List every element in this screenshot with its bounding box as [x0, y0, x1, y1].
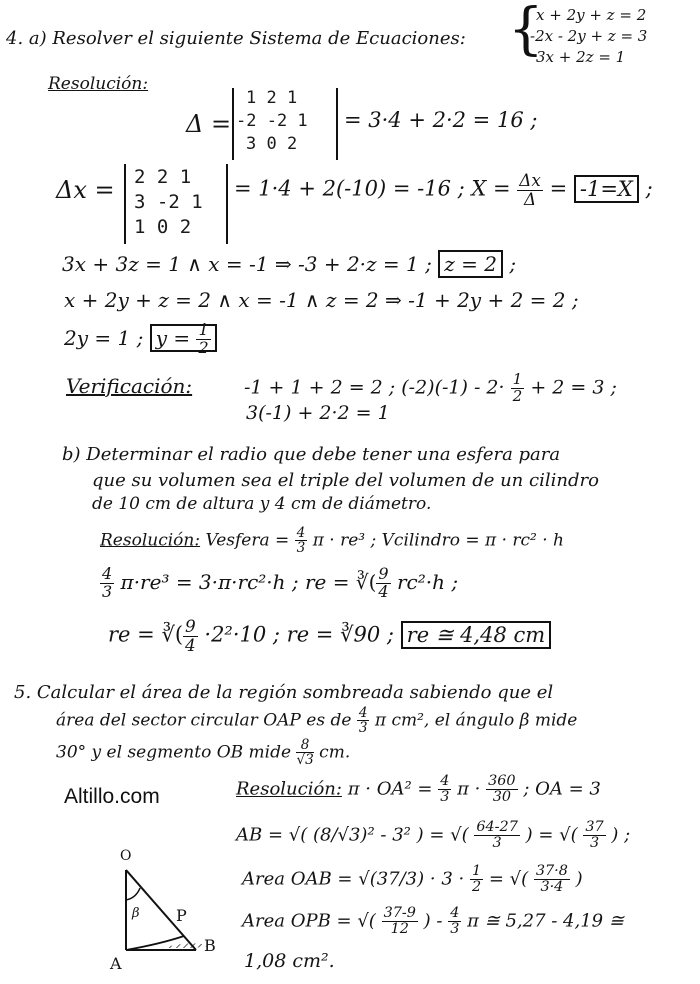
figure-label-O: O	[120, 848, 132, 864]
problem5-line-2	[56, 706, 577, 736]
dx-result-text: = 1·4 + 2(-10) = -16 ; X =	[234, 176, 511, 201]
line-y-text: 2y = 1 ;	[64, 325, 144, 350]
dx-row-2: 3 -2 1	[134, 191, 203, 213]
r4c: π ≅ 5,27 - 4,19 ≅	[467, 910, 624, 932]
dx-fraction	[517, 172, 543, 208]
part-b-line-5: $\frac{4}{3}$ π·re³ = 3·π·rc²·h ; re = ∛( $\frac{9}{4}$ rc²·h ;	[102, 564, 459, 601]
equation-2: -2x - 2y + z = 3	[530, 27, 648, 45]
eq3-text-b: ·2²·10 ; re =	[204, 622, 334, 647]
p5-resolution-line-2	[236, 820, 630, 851]
figure-label-P: P	[176, 906, 187, 925]
vesfera-rest: π · re³ ; Vcilindro = π · rc² · h	[312, 530, 564, 551]
verif1-text: -1 + 1 + 2 = 2 ; (-2)(-1) - 2·	[244, 376, 505, 399]
watermark: Altillo.com	[64, 785, 160, 808]
r3-frac-num: 37·8	[535, 863, 568, 879]
r3-frac-2: 2	[471, 879, 482, 896]
problem5-line-1: 5. Calcular el área de la región sombreada sabiendo que el	[14, 682, 554, 703]
problem5-line-3	[56, 738, 350, 768]
z-solution-box: z = 2	[438, 250, 503, 278]
line-y-derivation: x + 2y + z = 2 ∧ x = -1 ∧ z = 2 ⇒ -1 + 2y + 2 = 2 ;	[64, 288, 579, 312]
r1a: π · OA² =	[347, 778, 433, 800]
verificacion-heading: Verificación:	[66, 374, 193, 398]
p5-line2-end: π cm², el ángulo β mide	[374, 710, 578, 731]
dx-frac-den: Δ	[524, 188, 537, 209]
eq3-text-c: 90 ;	[353, 622, 394, 647]
r3-frac-den: 3·4	[540, 879, 564, 896]
r1b: π ·	[457, 778, 481, 800]
p5-line3-end: cm.	[319, 742, 351, 763]
angle-beta-arc	[126, 888, 140, 900]
eq2-frac-3: 3	[102, 581, 113, 601]
figure-label-A: A	[110, 954, 122, 973]
r1c: ; OA = 3	[523, 778, 601, 800]
eq2-frac-4b: 4	[378, 581, 389, 601]
delta-label: Δ =	[186, 110, 232, 138]
dx-left-bar	[124, 164, 126, 244]
r3c: )	[575, 868, 583, 890]
p5-line3-text: 30° y el segmento OB mide	[56, 742, 292, 763]
eq2-end: rc²·h ;	[396, 569, 459, 594]
r4b: ) -	[423, 910, 443, 932]
p5-resolution-line-4	[242, 906, 624, 937]
delta-result: = 3·4 + 2·2 = 16 ;	[344, 108, 538, 132]
verif-den: 2	[512, 386, 523, 405]
p5-resolution-line-1	[236, 774, 601, 805]
radius-solution-box: re ≅ 4,48 cm	[401, 621, 552, 649]
eq3-text-a: re =	[108, 622, 155, 647]
r1-frac-3: 3	[440, 789, 450, 806]
line-z: 3x + 3z = 1 ∧ x = -1 ⇒ -3 + 2·z = 1 ; z = 2 ;	[62, 252, 517, 276]
eq3-frac-4: 4	[185, 634, 196, 655]
y-num: 1	[198, 320, 209, 339]
r3a: Area OAB = √(37/3) · 3 ·	[242, 868, 465, 890]
p5-frac-3: 3	[358, 720, 368, 737]
equation-3: 3x + 2z = 1	[536, 48, 626, 66]
shaded-region	[162, 943, 210, 948]
r2a: AB = √( (8/√3)² - 3² ) = √(	[236, 824, 469, 846]
part-b-resolucion: Resolución:	[100, 530, 201, 551]
part-b-line-1: b) Determinar el radio que debe tener una esfera para	[62, 444, 561, 465]
verification-line-2: 3(-1) + 2·2 = 1	[246, 402, 390, 424]
p5-resolution-line-5: 1,08 cm².	[244, 950, 335, 972]
equation-1: x + 2y + z = 2	[536, 6, 647, 24]
r2-frac-3: 3	[589, 835, 600, 852]
eq2-text: π·re³ = 3·π·rc²·h ; re =	[120, 569, 350, 594]
line-y	[64, 322, 217, 357]
r1-frac-4: 4	[440, 773, 450, 789]
line-z-text: 3x + 3z = 1 ∧ x = -1 ⇒ -3 + 2·z = 1 ;	[62, 252, 432, 276]
p5-resolucion: Resolución:	[236, 778, 342, 800]
part-b-line-6: re = ∛( $\frac{9}{4}$ ·2²·10 ; re = ∛90 ; re ≅ 4,48 cm	[108, 618, 551, 654]
eq2-frac-4: 4	[102, 564, 113, 583]
dx-row-3: 1 0 2	[134, 216, 192, 238]
delta-left-bar	[232, 88, 234, 160]
problem4-title: 4. a) Resolver el siguiente Sistema de Ecuaciones:	[6, 28, 466, 49]
delta-row-3: 3 0 2	[246, 134, 298, 154]
r4-frac-4: 4	[450, 905, 460, 921]
part-b-line-4	[100, 526, 564, 556]
resolucion-heading: Resolución:	[48, 74, 149, 94]
vesfera-label: Vesfera =	[205, 530, 290, 551]
r3-frac-1: 1	[471, 863, 482, 879]
verif1-end: + 2 = 3 ;	[530, 376, 617, 399]
dx-right-bar	[226, 164, 228, 244]
frac-3: 3	[296, 540, 306, 557]
part-b-line-2: que su volumen sea el triple del volumen de un cilindro	[92, 470, 599, 491]
r2-frac-num: 64-27	[476, 819, 518, 835]
delta-row-1: 1 2 1	[246, 88, 298, 108]
verif-num: 1	[512, 370, 523, 388]
eq3-frac-9: 9	[185, 616, 196, 636]
r4-frac-num: 37-9	[383, 905, 416, 921]
r2-frac-den: 3	[492, 835, 502, 852]
p5-resolution-line-3	[242, 864, 583, 895]
verification-line-1	[244, 372, 617, 405]
dx-row-1: 2 2 1	[134, 166, 192, 188]
r1-frac-360: 360	[488, 773, 516, 789]
system-brace: {	[508, 0, 544, 62]
dx-result: = 1·4 + 2(-10) = -16 ; X = $\frac{\Delta x}{\Delta}$ = -1=X ;	[234, 170, 653, 209]
eq2-frac-9: 9	[378, 564, 389, 583]
ob-num: 8	[296, 738, 313, 753]
y-den: 2	[198, 337, 209, 357]
part-b-line-3: de 10 cm de altura y 4 cm de diámetro.	[92, 494, 432, 514]
figure-label-B: B	[204, 936, 216, 955]
p5-frac-4: 4	[358, 705, 368, 721]
dx-label: Δx =	[56, 176, 115, 204]
delta-row-2: -2 -2 1	[236, 111, 308, 131]
frac-4: 4	[296, 525, 306, 541]
y-solution-box	[150, 320, 217, 357]
r2-frac-37: 37	[585, 819, 604, 835]
r3b: = √(	[488, 868, 529, 890]
y-boxed-label: y =	[155, 325, 191, 350]
figure-label-beta: β	[132, 906, 140, 921]
r2b: ) = √(	[525, 824, 578, 846]
delta-right-bar	[336, 88, 338, 160]
ob-den: √3	[296, 752, 314, 769]
dx-frac-num: Δx	[519, 170, 541, 190]
r4a: Area OPB = √(	[242, 910, 376, 932]
p5-line2-text: área del sector circular OAP es de	[56, 710, 352, 731]
x-solution-box: -1=X	[574, 175, 639, 203]
r2c: ) ;	[611, 824, 631, 846]
r4-frac-den: 12	[390, 921, 409, 938]
r4-frac-3: 3	[450, 921, 460, 938]
r1-frac-30: 30	[492, 789, 512, 806]
